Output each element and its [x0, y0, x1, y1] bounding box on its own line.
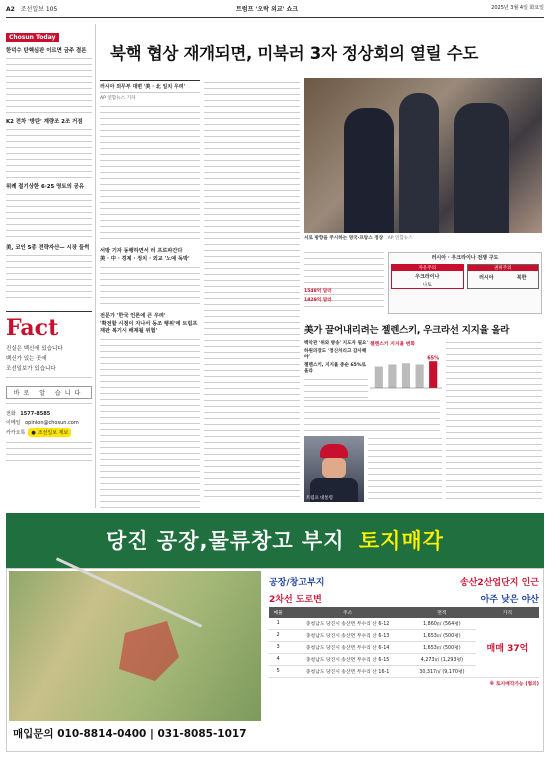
sidebar-item-title: 한덕수 탄핵심판 이르면 금주 결론: [6, 48, 87, 54]
trump-caption: 트럼프 대통령: [306, 496, 333, 501]
row-addr: 충청남도 당진시 송산면 무수리 산 6-15: [287, 654, 408, 666]
article1-col2: [204, 80, 300, 502]
main-headline: 북핵 협상 재개되면, 미북러 3자 정상회의 열릴 수도: [110, 44, 479, 63]
table-header: 매물: [269, 607, 287, 618]
email-label: 이메일: [6, 420, 21, 426]
ad-table: [269, 607, 539, 687]
email-address[interactable]: opinion@chosun.com: [25, 420, 79, 426]
chat-icon: ●: [31, 429, 36, 436]
trump-photo: [304, 436, 364, 502]
sidebar-item: [6, 46, 92, 114]
photo-caption: [304, 235, 542, 241]
sidebar-item: [6, 243, 92, 303]
table-header: 가격: [476, 607, 539, 618]
right-b: 북한: [516, 275, 527, 281]
price-note: ※ 토지매각가능 (협의): [489, 682, 539, 687]
ad-bullet: 아주 낮은 야산: [480, 595, 539, 605]
chart-data-label: 65%: [427, 355, 440, 362]
box-title: 러시아 · 우크라이나 전쟁 구도: [431, 255, 499, 261]
article2-col: [446, 340, 542, 502]
row-addr: 충청남도 당진시 송산면 무수리 산 6-13: [287, 630, 408, 642]
promo-strip: 바로 알 습니다: [6, 386, 92, 399]
subhead: 美 · 中 · 경제 · 정치 · 외교 '노예 독박': [100, 256, 190, 262]
sidebar-label: Chosun Today: [6, 33, 59, 42]
ad-price: 매매 37억: [476, 618, 539, 678]
ad-contact: 매입문의 010-8814-0400 | 031-8085-1017: [13, 728, 247, 740]
paper-name: 조선일보: [20, 6, 44, 13]
right-a: 러시아: [479, 275, 494, 281]
row-area: 30,317㎡ (9,170평): [408, 666, 476, 678]
chart-bar: [402, 363, 410, 388]
sidebar-item-title: 위례 절기상한 6·25 영토의 공유: [6, 184, 85, 190]
war-structure-box: [388, 252, 542, 314]
sidebar-item-title: 美, 코인 5종 전략자산— 시장 들썩: [6, 245, 90, 251]
row-area: 4,273㎡ (1,293평): [408, 654, 476, 666]
ad-bullet: 공장/창고부지: [269, 578, 325, 588]
kicker: 하원의장도 '정신차리고 감사해야': [304, 349, 367, 360]
kicker: 젤렌스키, 지지율 중순 65%로 올라: [304, 363, 366, 374]
phone-label: 전화: [6, 411, 16, 417]
kakao-text: 조선일보 제보: [37, 430, 69, 436]
section-title: 트럼프 '오락 외교' 쇼크: [236, 6, 299, 13]
article2-headline: 美가 끌어내리려는 젤렌스키, 우크라선 지지율 올라: [304, 325, 510, 336]
row-no: 4: [269, 654, 287, 666]
stats: [304, 270, 384, 303]
fact-line: 백신가 있는 곳에: [6, 356, 47, 362]
phone-number[interactable]: 1577-8585: [20, 411, 51, 417]
sidebar-item-title: K2 전차 '방탄' 계량조 2조 거점: [6, 119, 83, 125]
approval-chart: [370, 347, 442, 392]
left-sub: 나토: [422, 283, 432, 288]
photo-credit: AP 연합뉴스: [387, 236, 413, 241]
sidebar-item: [6, 117, 92, 179]
page-number: A2: [6, 6, 15, 13]
article2-text: [304, 398, 440, 432]
page-date: 2025년 3월 4일 화요일: [491, 5, 544, 11]
article1-kicker: 러시아 외무부 대변 '美 · 北 일치 우려': [100, 80, 200, 93]
subhead: 전문가 '한국 언론에 큰 우려': [100, 313, 166, 319]
article1: [100, 80, 200, 537]
ad-title-accent: 토지매각: [358, 529, 444, 553]
row-no: 5: [269, 666, 287, 678]
row-area: 1,653㎡ (500평): [408, 630, 476, 642]
article1-byline: AP 연합뉴스 기자: [100, 96, 136, 101]
table-header: 주소: [287, 607, 408, 618]
ad-map: [9, 571, 261, 721]
table-header: 면적: [408, 607, 476, 618]
row-no: 2: [269, 630, 287, 642]
stat: 1548억 달러: [304, 289, 332, 294]
page-header: [6, 4, 544, 18]
kakao-button[interactable]: [28, 428, 71, 437]
row-no: 1: [269, 618, 287, 630]
row-area: 1,653㎡ (500평): [408, 642, 476, 654]
fact-box: [6, 311, 92, 464]
issue-number: 105: [45, 6, 58, 13]
article2-text2: [368, 436, 442, 502]
fact-line: 조선일보가 있습니다: [6, 366, 56, 372]
main-photo: [304, 78, 542, 233]
chart-bar: [429, 361, 437, 388]
ad-body: [6, 568, 544, 752]
chart-bar: [416, 364, 424, 388]
table-row: [269, 618, 539, 630]
row-addr: 충청남도 당진시 송산면 무수리 산 6-12: [287, 618, 408, 630]
row-area: 1,860㎡ (564평): [408, 618, 476, 630]
ad-bullet: 송산2산업단지 인근: [460, 578, 539, 588]
row-addr: 충청남도 당진시 송산면 무수리 산 6-14: [287, 642, 408, 654]
chart-bar: [388, 364, 396, 388]
stat: 1829억 달러: [304, 298, 332, 303]
row-addr: 충청남도 당진시 송산면 무수리 산 16-1: [287, 666, 408, 678]
subhead: 서방 기자 동행하면서 러 프로파간다: [100, 248, 183, 254]
kakao-label: 카카오톡: [6, 430, 26, 436]
approval-chart-title: 젤렌스키 지지율 변화: [370, 342, 416, 347]
left-region: 우크라이나: [415, 274, 440, 280]
row-no: 3: [269, 642, 287, 654]
subhead: '확전할 시점이 지나서 동조 행위'에 트럼프 재판 복기시 배제될 위협': [100, 321, 198, 334]
left-label: 자유주의: [392, 265, 463, 271]
right-label: 권위주의: [468, 265, 539, 271]
ad-title: 당진 공장,물류창고 부지: [106, 529, 345, 553]
ad-bullet: 2차선 도로변: [269, 595, 322, 605]
kicker: 백악관 '위와 방송' 지도자 필요': [304, 341, 368, 346]
sidebar: [6, 24, 92, 464]
sidebar-item: [6, 182, 92, 240]
ad-bullets: [269, 575, 539, 605]
chart-bar: [375, 367, 383, 388]
fact-logo: Fact: [6, 315, 59, 341]
fact-line: 진실은 백신에 있습니다: [6, 346, 63, 352]
photo-caption-bold: 서로 방향을 주시하는 영국·프랑스 정상: [304, 236, 384, 241]
ad-banner: [6, 513, 544, 568]
